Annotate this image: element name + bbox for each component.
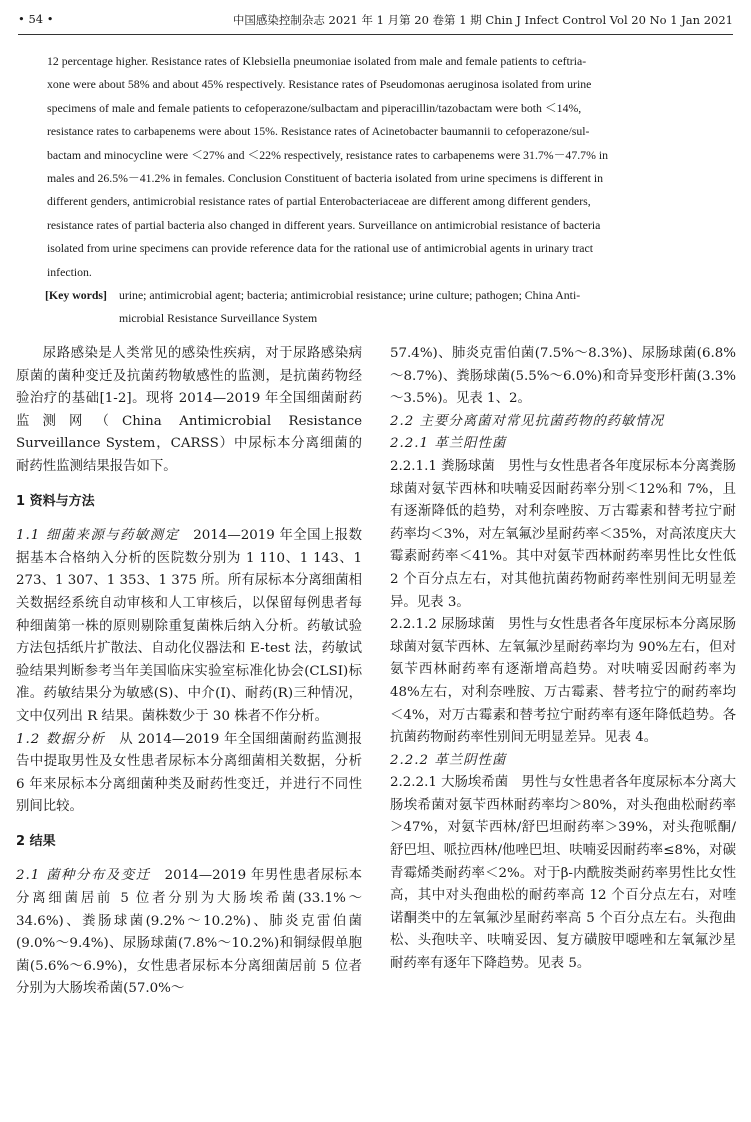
abstract-line: infection.: [47, 264, 92, 279]
keywords: [47, 284, 705, 331]
paragraph-1-2: [16, 729, 362, 819]
subsection-2-2-1-heading: 2.2.1 革兰阳性菌: [390, 436, 507, 452]
left-column: [16, 343, 362, 1001]
paragraph-text: 2014—2019 年男性患者尿标本分离细菌居前 5 位者分别为大肠埃希菌(33.1%～34.6%)、粪肠球菌(9.2%～10.2%)、肺炎克雷伯菌(9.0%～9.4%)、尿肠球菌(7.8%～10.2%)和铜绿假单胞菌(5.6%～6.9%)，女性患者尿标本分离细菌居前 5 位者分别为大肠埃希菌(57.0%～: [16, 868, 362, 997]
paragraph-text: 男性与女性患者各年度尿标本分离尿肠球菌对氨苄西林、左氧氟沙星耐药率均为 90%左右，但对氨苄西林耐药率有逐渐增高趋势。对呋喃妥因耐药率为 48%左右，对利奈唑胺、万古霉素、替考拉宁的耐药率均＜4%，对万古霉素和替考拉宁耐药率有逐年降低趋势。各抗菌药物耐药率性别间无明显差异。见表 4。: [390, 617, 736, 746]
abstract-line: different genders, antimicrobial resistance rates of partial Enterobacteriaceae are different among different genders,: [47, 194, 591, 209]
abstract-line: 12 percentage higher. Resistance rates of Klebsiella pneumoniae isolated from male and female patients to ceftria-: [47, 54, 587, 68]
abstract-line: specimens of male and female patients to cefoperazone/sulbactam and piperacillin/tazobactam were both ＜14%,: [47, 100, 582, 115]
running-header: [18, 8, 733, 35]
subsection-heading: 2.1 菌种分布及变迁: [16, 868, 151, 884]
subsection-heading: 2.2.1.1 粪肠球菌: [390, 458, 495, 474]
paragraph-text: 2014—2019 年全国上报数据基本合格纳入分析的医院数分别为 1 110、1 143、1 273、1 307、1 353、1 375 所。所有尿标本分离细菌相关数据经系统自动审核和人工审核后，以保留每例患者每种细菌第一株的原则剔除重复菌株后纳入分析。药敏试验方法包括纸片扩散法、自动化仪器法和 E-test 法，药敏试验结果判断参考当年美国临床实验室标准化协会(CLSI)标准。药敏结果分为敏感(S)、中介(I)、耐药(R)三种情况，文中仅列出 R 结果。菌株数少于 30 株者不作分析。: [16, 528, 362, 724]
intro-paragraph: 尿路感染是人类常见的感染性疾病，对于尿路感染病原菌的菌种变迁及抗菌药物敏感性的监测，是抗菌药物经验治疗的基础[1-2]。现将 2014—2019 年全国细菌耐药监测网（China Antimicrobial Resistance Surveillance System，CARSS）中尿标本分离细菌的耐药性监测结果报告如下。: [16, 346, 362, 474]
abstract-line: resistance rates to carbapenems were about 15%. Resistance rates of Acinetobacter baumannii to cefoperazone/sul-: [47, 124, 590, 139]
abstract-line: males and 26.5%－41.2% in females. Conclusion Constituent of bacteria isolated from urine specimens is different in: [47, 171, 604, 186]
keywords-label: [Key words]: [45, 288, 107, 303]
abstract-line: xone were about 58% and about 45% respectively. Resistance rates of Pseudomonas aeruginosa isolated from urine: [47, 77, 592, 92]
journal-citation: 中国感染控制杂志 2021 年 1 月第 20 卷第 1 期 Chin J Infect Control Vol 20 No 1 Jan 2021: [232, 13, 733, 27]
paragraph-text: 男性与女性患者各年度尿标本分离大肠埃希菌对氨苄西林耐药率均＞80%，对头孢曲松耐药率＞47%，对氨苄西林/舒巴坦耐药率＞39%，对头孢哌酮/舒巴坦、哌拉西林/他唑巴坦、呋喃妥因耐药率≤8%，对碳青霉烯类耐药率＜2%。对于β-内酰胺类耐药率男性比女性高，其中对头孢曲松的耐药率高 12 个百分点左右，对喹诺酮类中的左氧氟沙星耐药率高 5 个百分点左右。头孢曲松、头孢呋辛、呋喃妥因、复方磺胺甲噁唑和左氧氟沙星耐药率有逐年下降趋势。见表 5。: [390, 775, 736, 972]
subsection-2-2-heading: 2.2 主要分离菌对常见抗菌药物的药敏情况: [390, 413, 665, 429]
section-2-heading: 2 结果: [16, 833, 56, 849]
abstract-line: bactam and minocycline were ＜27% and ＜22% respectively, resistance rates to carbapenems were 31.7%－47.7% in: [47, 147, 609, 162]
page-number: • 54 •: [18, 12, 54, 26]
section-1-heading: 1 资料与方法: [16, 493, 95, 509]
paragraph-2-1: [16, 865, 362, 1001]
keywords-text: urine; antimicrobial agent; bacteria; antimicrobial resistance; urine culture; pathogen; China Anti-: [118, 288, 581, 303]
subsection-heading: 1.1 细菌来源与药敏测定: [16, 528, 180, 544]
english-abstract: [47, 50, 705, 331]
subsection-heading: 2.2.1.2 尿肠球菌: [390, 617, 495, 633]
paragraph-2-2-1-1: [390, 456, 736, 614]
paragraph-2-2-2-1: [390, 772, 736, 975]
right-column: [390, 343, 736, 976]
subsection-heading: 2.2.2.1 大肠埃希菌: [390, 775, 509, 791]
paragraph-2-1-continued: 57.4%)、肺炎克雷伯菌(7.5%～8.3%)、尿肠球菌(6.8%～8.7%)、粪肠球菌(5.5%～6.0%)和奇异变形杆菌(3.3%～3.5%)。见表 1、2。: [390, 346, 736, 407]
abstract-line: isolated from urine specimens can provide reference data for the rational use of antimicrobial agents in urinary tract: [47, 241, 594, 256]
paragraph-text: 从 2014—2019 年全国细菌耐药监测报告中提取男性及女性患者尿标本分离细菌相关数据，分析 6 年来尿标本分离细菌种类及耐药性变迁，并进行不同性别间比较。: [16, 731, 362, 815]
keywords-text: microbial Resistance Surveillance System: [118, 311, 318, 326]
paragraph-text: 男性与女性患者各年度尿标本分离粪肠球菌对氨苄西林和呋喃妥因耐药率分别＜12%和 7%，且有逐渐降低的趋势，对利奈唑胺、万古霉素和替考拉宁耐药率均＜3%，对左氧氟沙星耐药率＜35%，对高浓度庆大霉素耐药率＜41%。其中对氨苄西林耐药率男性比女性低 2 个百分点左右，对其他抗菌药物耐药率性别间无明显差异。见表 3。: [390, 458, 736, 610]
paragraph-1-1: [16, 525, 362, 728]
paragraph-2-2-1-2: [390, 614, 736, 750]
subsection-2-2-2-heading: 2.2.2 革兰阴性菌: [390, 752, 507, 768]
abstract-line: resistance rates of partial bacteria also changed in different years. Surveillance on antimicrobial resistance of bacteria: [47, 217, 601, 232]
subsection-heading: 1.2 数据分析: [16, 731, 106, 747]
